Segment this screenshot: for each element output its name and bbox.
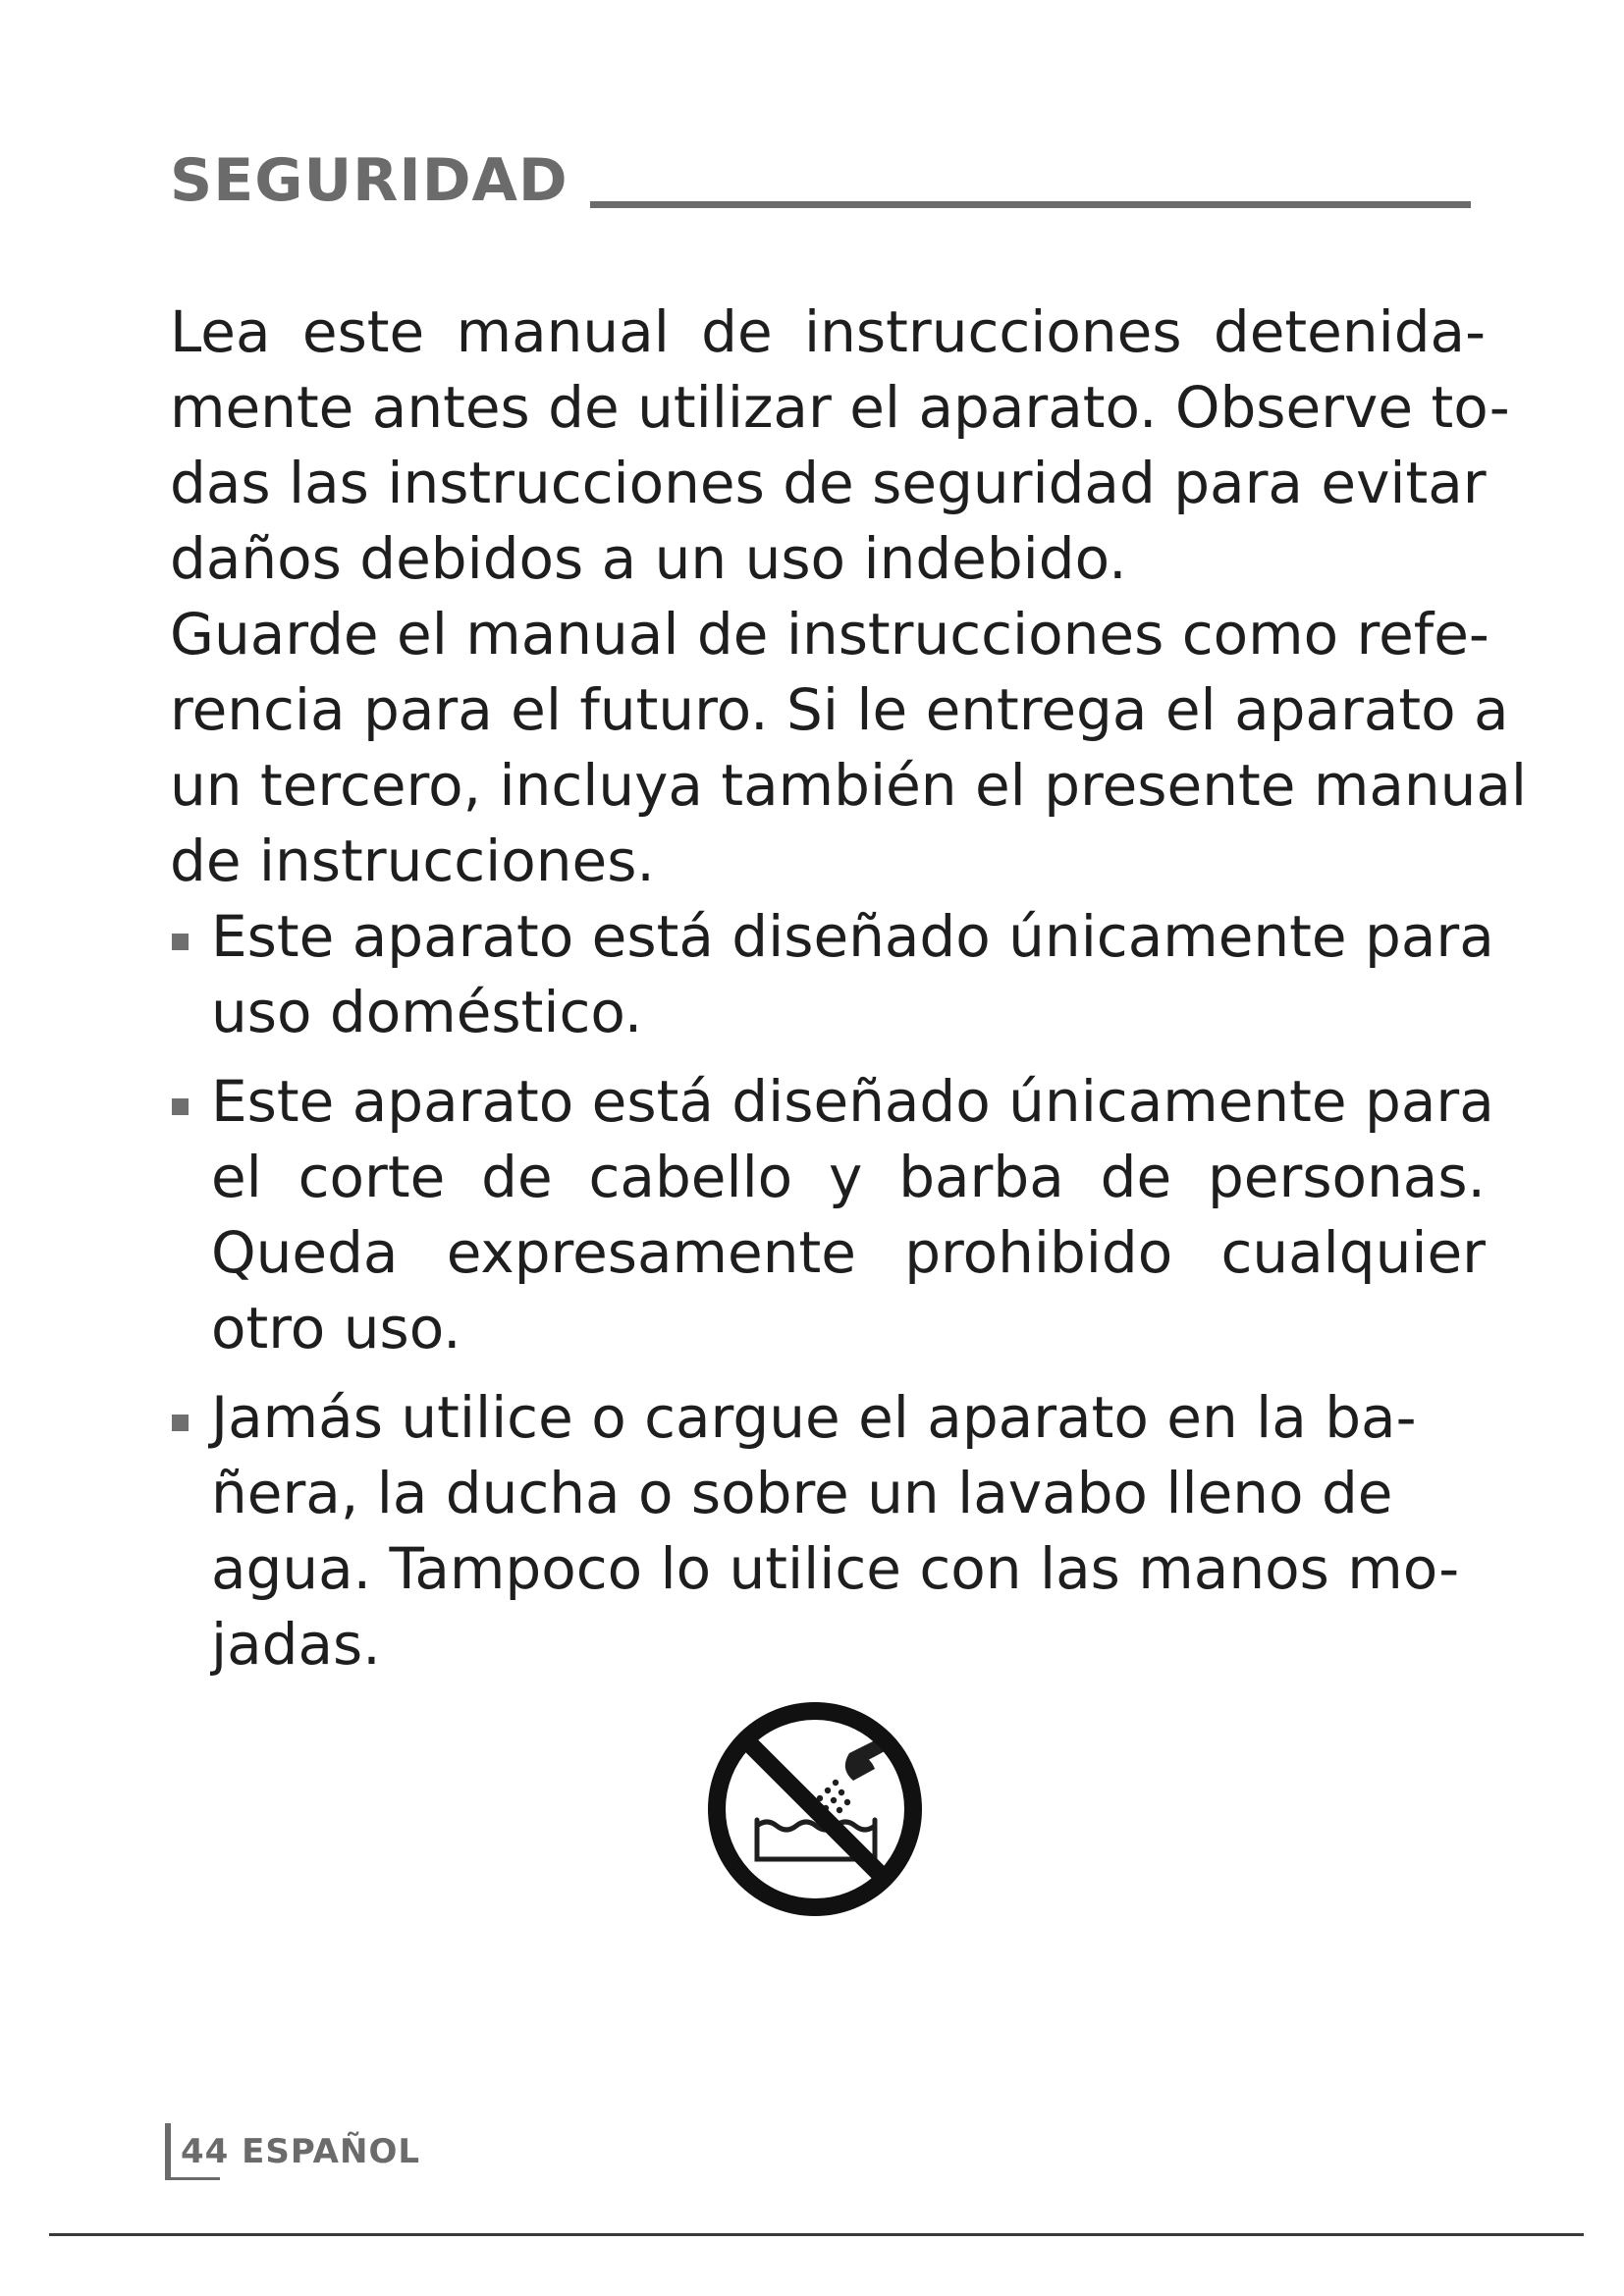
- bullet-square-icon: [172, 934, 189, 950]
- intro-line: Lea este manual de instrucciones detenida-: [170, 298, 1486, 365]
- intro-line: rencia para el futuro. Si le entrega el aparato a: [170, 676, 1509, 743]
- intro-paragraph: [170, 294, 1528, 899]
- list-item: [170, 1380, 1486, 1682]
- intro-line: das las instrucciones de seguridad para evitar: [170, 450, 1487, 516]
- intro-line: de instrucciones.: [170, 828, 655, 894]
- bullet-square-icon: [172, 1415, 189, 1431]
- footer-language: ESPAÑOL: [242, 2132, 421, 2171]
- page-bottom-rule: [49, 2233, 1584, 2236]
- no-bath-shower-icon: [702, 1696, 928, 1922]
- list-item: [170, 1064, 1494, 1366]
- list-item-line: agua. Tampoco lo utilice con las manos mo-: [211, 1535, 1460, 1602]
- heading-rule: [590, 201, 1471, 208]
- footer-label: [181, 2132, 420, 2171]
- intro-line: daños debidos a un uso indebido.: [170, 525, 1127, 592]
- main-content: [170, 294, 1528, 1682]
- intro-line: un tercero, incluya también el presente manual: [170, 752, 1528, 819]
- list-item-line: Este aparato está diseñado únicamente para: [211, 1068, 1494, 1135]
- safety-list: [170, 899, 1494, 1682]
- list-item-line: jadas.: [211, 1611, 381, 1678]
- shower-head-icon: [817, 1739, 885, 1813]
- page-footer: [165, 2123, 420, 2180]
- list-item-line: otro uso.: [211, 1295, 461, 1362]
- footer-bracket: [165, 2123, 171, 2180]
- list-item-line: uso doméstico.: [211, 979, 643, 1045]
- list-item-line: Este aparato está diseñado únicamente para: [211, 903, 1494, 970]
- bullet-square-icon: [172, 1098, 189, 1115]
- list-item-line: Jamás utilice o cargue el aparato en la ba-: [211, 1384, 1417, 1451]
- section-heading: [170, 145, 1471, 216]
- list-item: [170, 899, 1494, 1050]
- list-item-line: el corte de cabello y barba de personas.: [211, 1144, 1486, 1210]
- intro-line: Guarde el manual de instrucciones como refe-: [170, 601, 1489, 667]
- list-item-line: ñera, la ducha o sobre un lavabo lleno de: [211, 1460, 1393, 1526]
- page-title: SEGURIDAD: [170, 146, 568, 215]
- page-number: 44: [181, 2132, 230, 2171]
- intro-line: mente antes de utilizar el aparato. Observe to-: [170, 374, 1510, 441]
- list-item-line: Queda expresamente prohibido cualquier: [211, 1219, 1486, 1286]
